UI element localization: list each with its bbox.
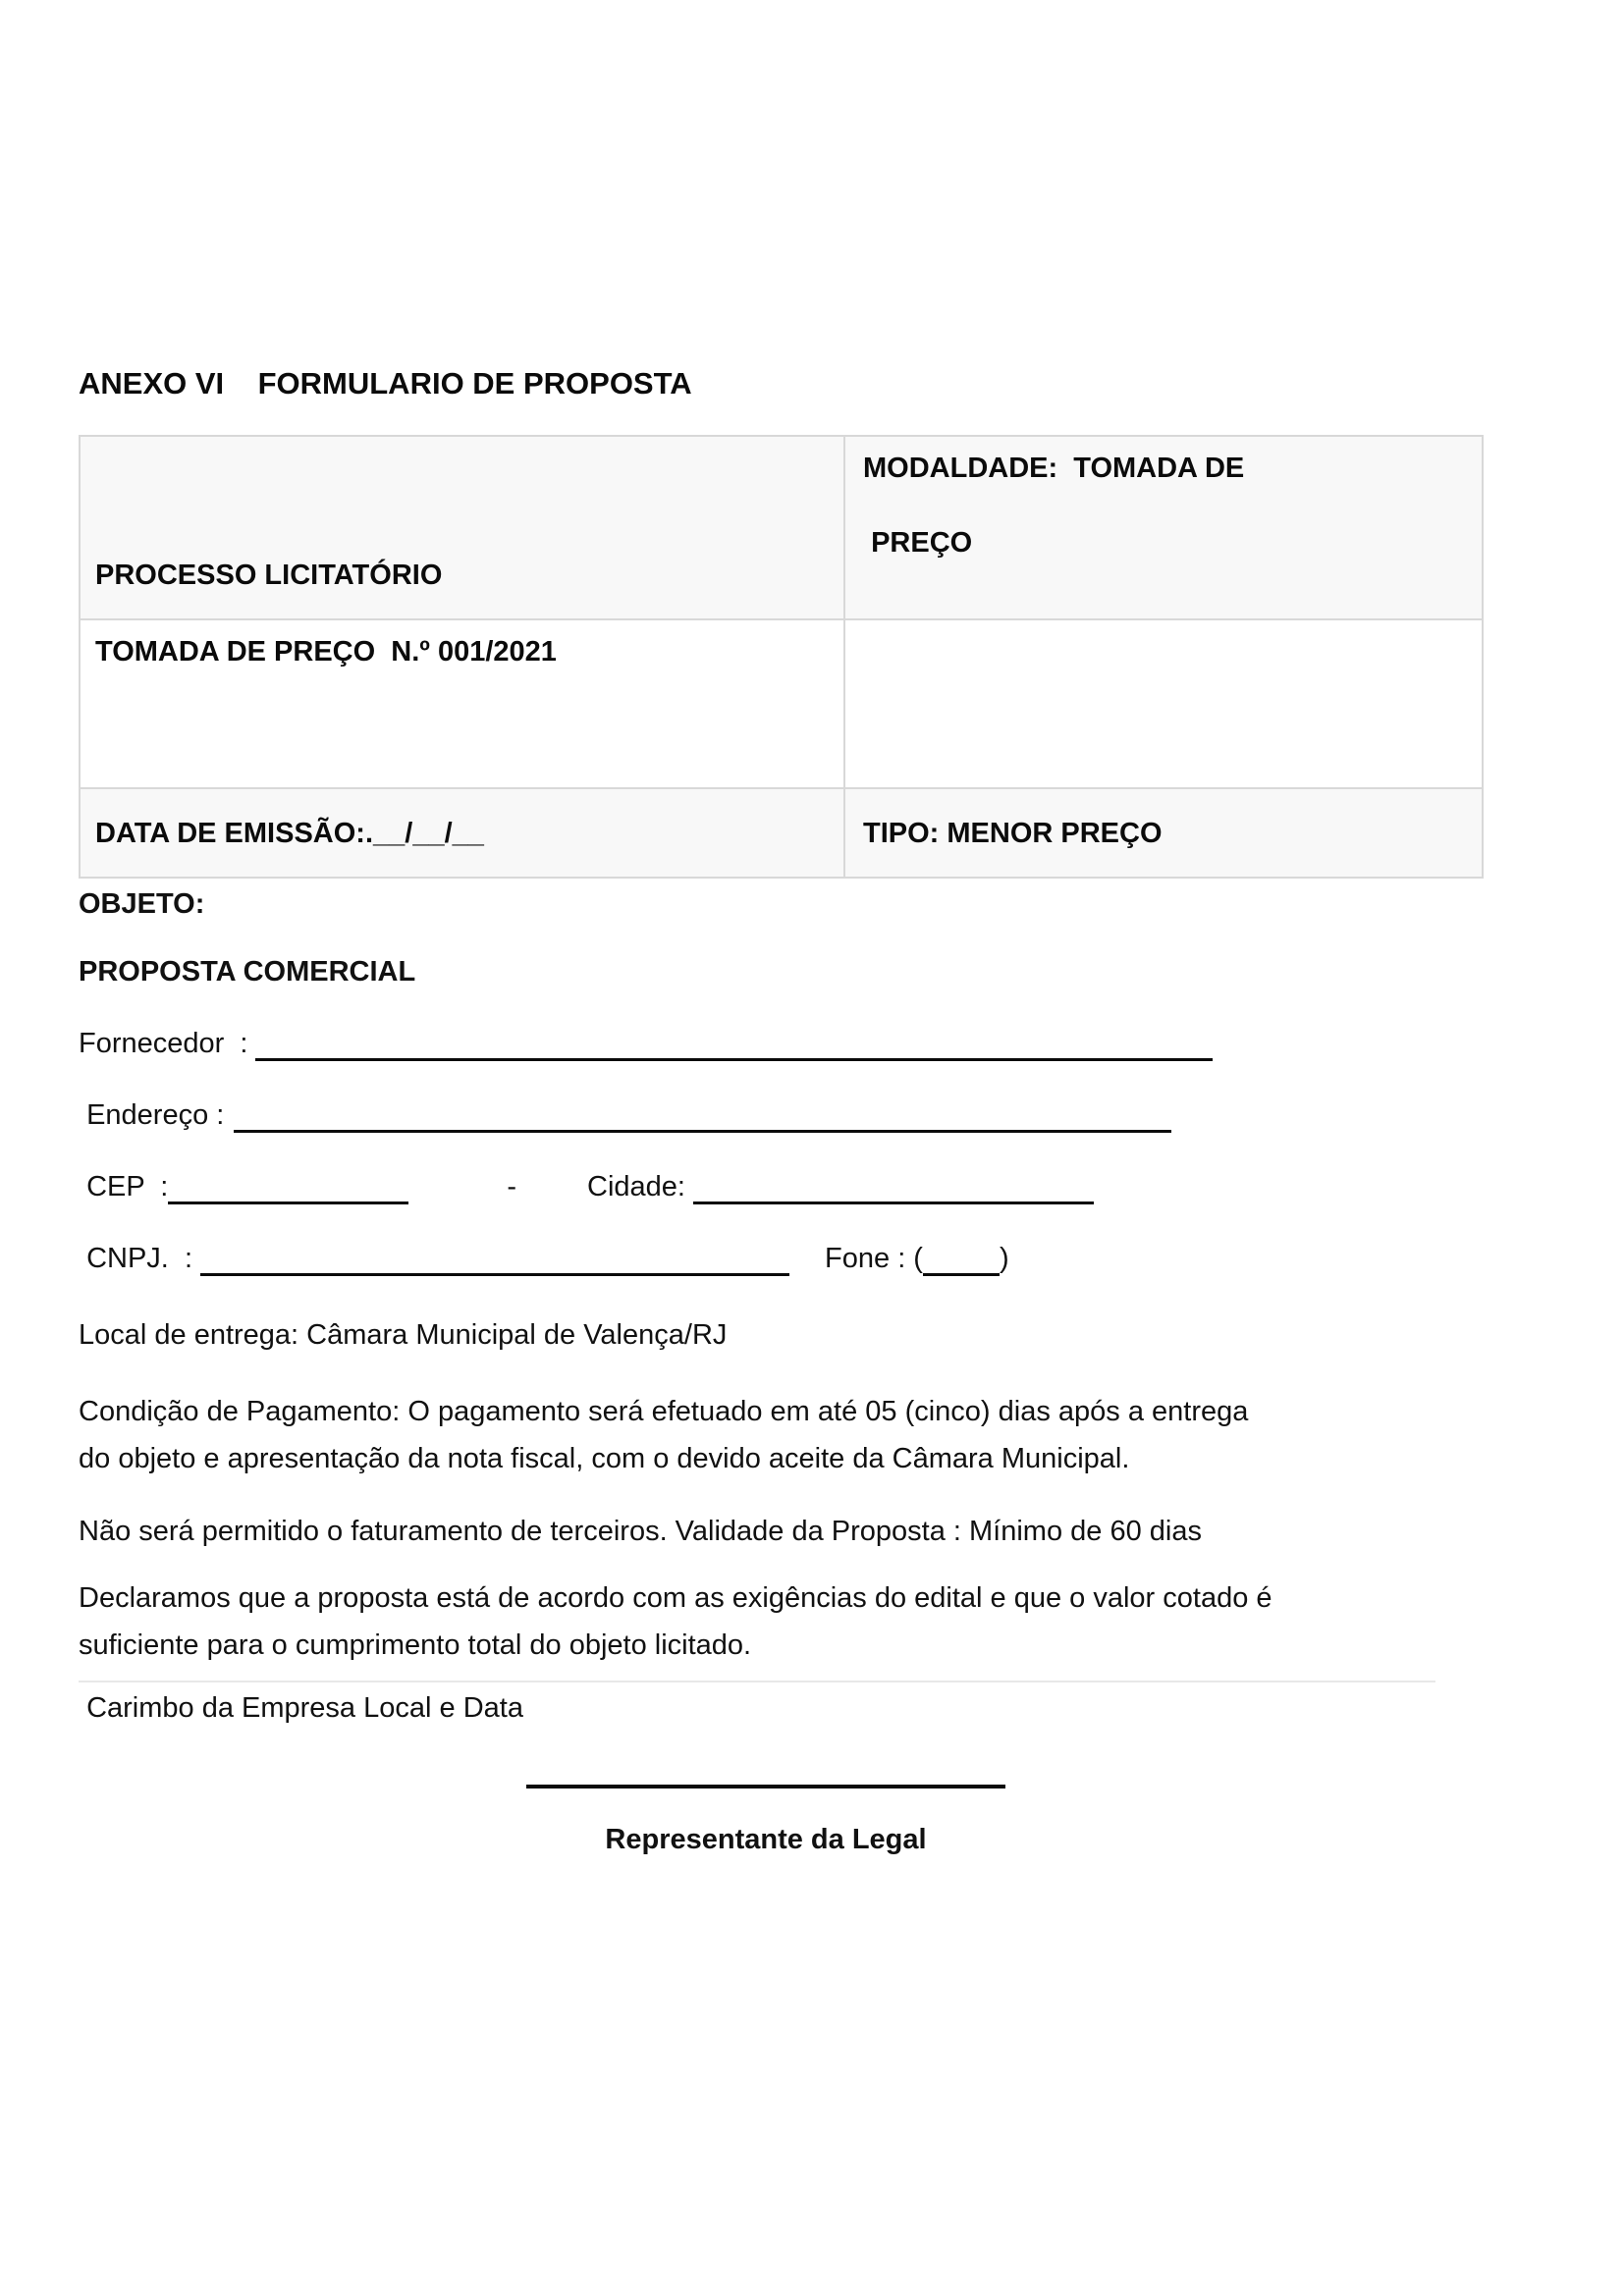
processo-licitatorio-cell: [80, 436, 844, 619]
modalidade-label-line1: MODALDADE: TOMADA DE: [863, 453, 1245, 484]
fone-close-paren: ): [999, 1243, 1009, 1274]
local-entrega-text: Local de entrega: Câmara Municipal de Valença/RJ: [79, 1319, 728, 1351]
endereco-row: [79, 1093, 1453, 1133]
declaracao-line2: suficiente para o cumprimento total do objeto licitado.: [79, 1629, 752, 1661]
cep-cidade-row: [79, 1164, 1453, 1204]
cep-cidade-dash: -: [507, 1171, 517, 1202]
processo-licitatorio-label: PROCESSO LICITATÓRIO: [95, 560, 443, 591]
fornecedor-row: [79, 1021, 1453, 1061]
data-emissao-label: DATA DE EMISSÃO:.__/__/__: [95, 817, 484, 849]
document-page: [79, 0, 1453, 1857]
cnpj-blank-line: [200, 1240, 789, 1276]
condicao-pagamento-text: [79, 1388, 1453, 1482]
data-emissao-cell: [80, 788, 844, 878]
carimbo-text: Carimbo da Empresa Local e Data: [79, 1692, 523, 1724]
cidade-label: Cidade:: [587, 1171, 685, 1202]
cep-blank-line: [168, 1168, 408, 1204]
page-title: ANEXO VI FORMULARIO DE PROPOSTA: [79, 366, 692, 400]
section-divider: [79, 1681, 1435, 1682]
modalidade-label-line2: PREÇO: [863, 527, 973, 559]
table-row-tomada: [80, 619, 1483, 788]
declaracao-line1: Declaramos que a proposta está de acordo com as exigências do edital e que o valor cotado é: [79, 1582, 1272, 1614]
tomada-de-preco-cell: [80, 619, 844, 788]
tomada-de-preco-label: TOMADA DE PREÇO N.º 001/2021: [95, 636, 557, 667]
proposal-header-table: [79, 435, 1484, 879]
objeto-heading: OBJETO:: [79, 888, 205, 920]
cnpj-label: CNPJ. :: [79, 1243, 193, 1274]
cep-label: CEP :: [79, 1171, 169, 1202]
tipo-label: TIPO: MENOR PREÇO: [863, 817, 1163, 849]
modalidade-cell: [844, 436, 1483, 619]
representante-legal-label: Representante da Legal: [605, 1824, 927, 1855]
terceiros-validade-text: Não será permitido o faturamento de terceiros. Validade da Proposta : Mínimo de 60 dias: [79, 1516, 1202, 1547]
table-row-data-emissao: [80, 788, 1483, 878]
endereco-label: Endereço :: [79, 1099, 225, 1131]
declaracao-text: [79, 1575, 1453, 1669]
condicao-line2: do objeto e apresentação da nota fiscal, com o devido aceite da Câmara Municipal.: [79, 1443, 1130, 1474]
fone-label: Fone : (: [825, 1243, 923, 1274]
proposta-comercial-heading: PROPOSTA COMERCIAL: [79, 956, 416, 988]
fornecedor-label: Fornecedor :: [79, 1028, 248, 1059]
signature-blank-line: [526, 1785, 1005, 1789]
fone-blank-line: [923, 1240, 1000, 1276]
cnpj-fone-row: [79, 1236, 1453, 1276]
table-row-processo: [80, 436, 1483, 619]
empty-cell: [844, 619, 1483, 788]
endereco-blank-line: [234, 1096, 1171, 1133]
cidade-blank-line: [693, 1168, 1094, 1204]
fornecedor-blank-line: [255, 1025, 1213, 1061]
condicao-line1: Condição de Pagamento: O pagamento será efetuado em até 05 (cinco) dias após a entrega: [79, 1396, 1249, 1427]
tipo-cell: [844, 788, 1483, 878]
